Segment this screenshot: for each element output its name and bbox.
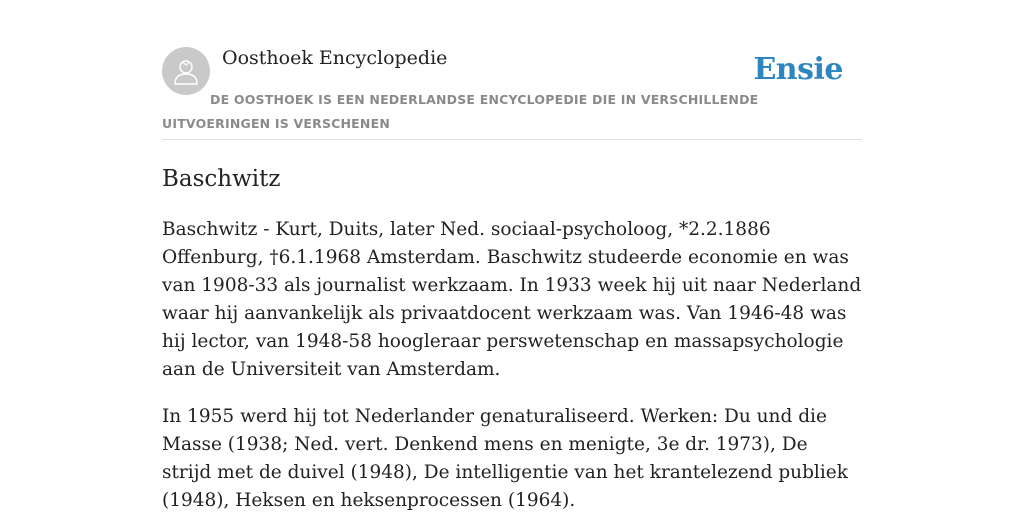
- article-paragraph: Baschwitz - Kurt, Duits, later Ned. sociaal-psycholoog, *2.2.1886 Offenburg, †6.1.1968 Amsterdam. Baschwitz studeerde economie en was van 1908-33 als journalist werkzaam. In 1933 week hij uit naar Nederland waar hij aanvankelijk als privaatdocent werkzaam was. Van 1946-48 was hij lector, van 1948-58 hoogleraar perswetenschap en massapsychologie aan de Universiteit van Amsterdam.: [162, 219, 862, 380]
- article-body: [162, 216, 862, 512]
- article-paragraph: In 1955 werd hij tot Nederlander genaturaliseerd. Werken: Du und die Masse (1938; Ned. vert. Denkend mens en menigte, 3e dr. 1973), De strijd met de duivel (1948), De intelligentie van het krantelezend publiek (1948), Heksen en heksenprocessen (1964).: [162, 406, 848, 511]
- user-icon: [171, 56, 201, 86]
- site-header: [162, 0, 862, 140]
- site-tagline: DE OOSTHOEK IS EEN NEDERLANDSE ENCYCLOPEDIE DIE IN VERSCHILLENDE UITVOERINGEN IS VERSCHENEN: [162, 92, 759, 131]
- ensie-logo[interactable]: Ensie: [753, 52, 843, 87]
- article-title: Baschwitz: [162, 166, 281, 192]
- content-container: [162, 0, 862, 511]
- site-name[interactable]: Oosthoek Encyclopedie: [222, 47, 448, 69]
